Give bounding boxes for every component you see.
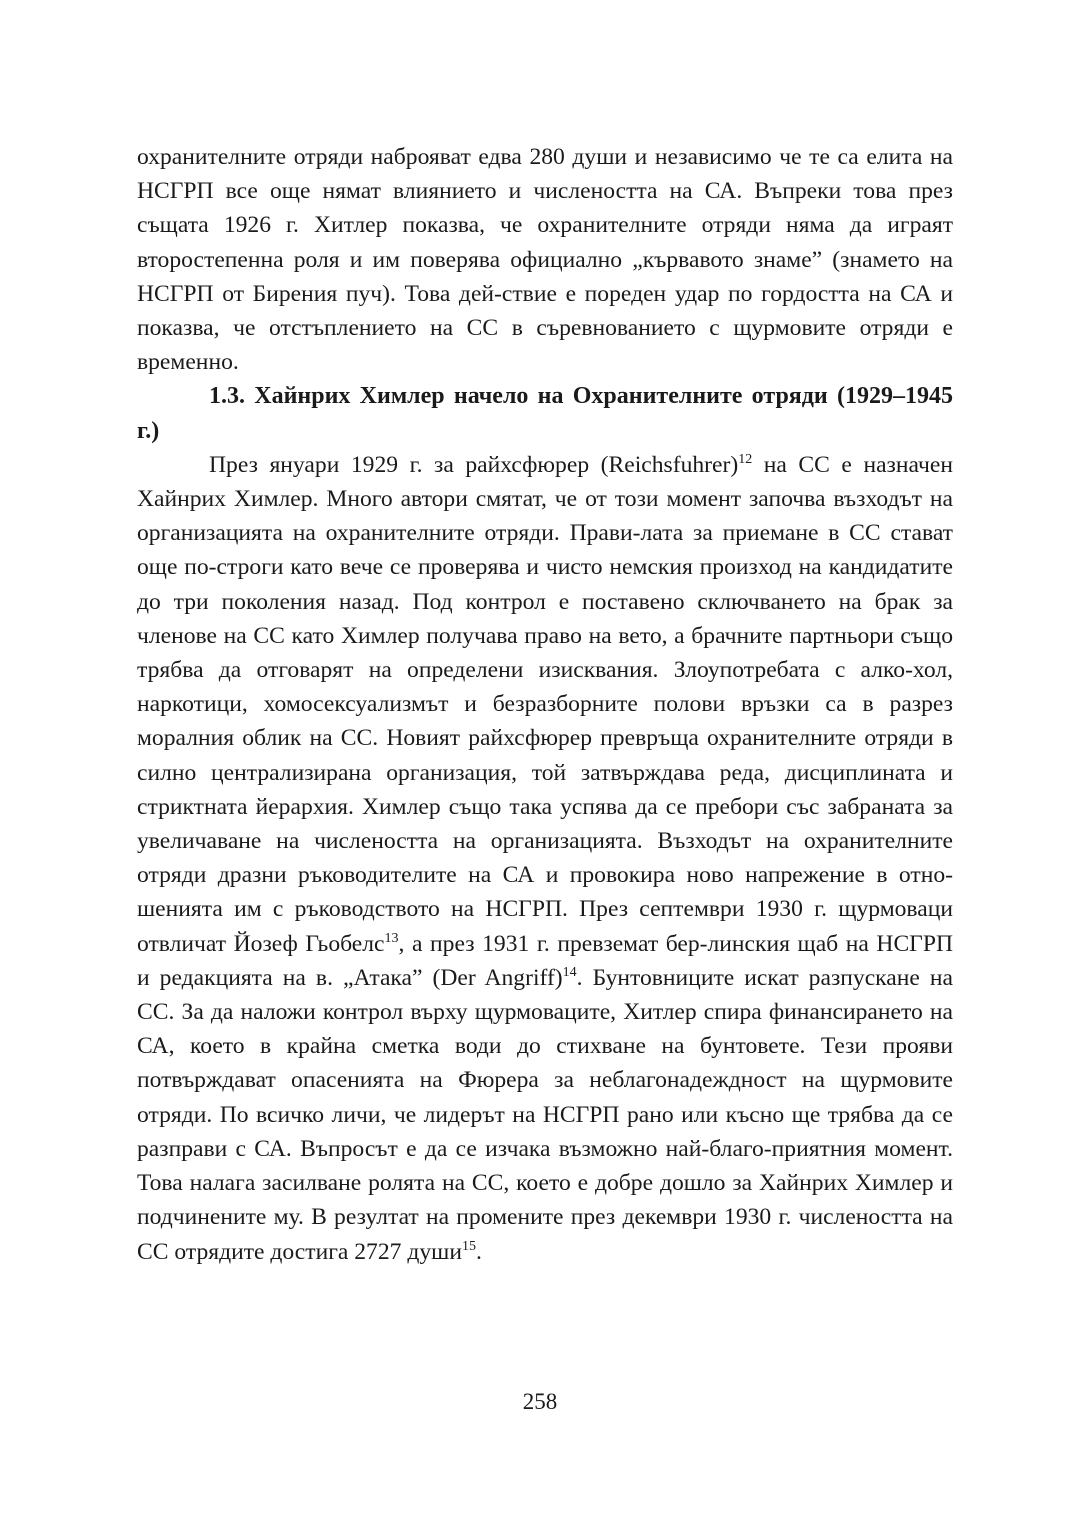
- footnote-ref-12[interactable]: 12: [738, 451, 753, 467]
- paragraph-main-text-2: на СС е назначен Хайнрих Химлер. Много автори смятат, че от този момент започва възходът на организацията на охранителните отряди. Прави-лата за приемане в СС стават още по-строги като вече се проверява и чисто немския произход на кандидатите до три поколения назад. Под контрол е поставено сключването на брак за членове на СС като Химлер получава право на вето, а брачните партньори също трябва да отговарят на определени изисквания. Злоупотребата с алко-хол, наркотици, хомосексуализмът и безразборните полови връзки са в разрез моралния облик на СС. Новият райхсфюрер превръща охранителните отряди в силно централизирана организация, той затвърждава реда, дисциплината и стриктната йерархия. Химлер също така успява да се пребори със забраната за увеличаване на числеността на организацията. Възходът на охранителните отряди дразни ръководителите на СА и провокира ново напрежение в отно-шенията им с ръководството на НСГРП. През септември 1930 г. щурмоваци отвличат Йозеф Гьобелс: [137, 451, 953, 957]
- page-number: 258: [522, 1389, 558, 1414]
- paragraph-main-text-5: .: [475, 1238, 482, 1265]
- footnote-ref-15[interactable]: 15: [461, 1238, 476, 1254]
- paragraph-main: [137, 448, 953, 1269]
- paragraph-intro: охранителните отряди наброяват едва 280 души и независимо че те са елита на НСГРП все още нямат влиянието и числеността на СА. Въпреки това през същата 1926 г. Хитлер показва, че охранителните отряди няма да играят второстепенна роля и им поверява официално „кървавото знаме” (знамето на НСГРП от Бирения пуч). Това дей-ствие е пореден удар по гордостта на СА и показва, че отстъплението на СС в съревнованието с щурмовите отряди е временно.: [137, 144, 953, 376]
- paragraph-main-text-4: . Бунтовниците искат разпускане на СС. За да наложи контрол върху щурмоваците, Хитлер спира финансирането на СА, което в крайна сметка води до стихване на бунтовете. Тези прояви потвърждават опасенията на Фюрера за неблагонадеждност на щурмовите отряди. По всичко личи, че лидерът на НСГРП рано или късно ще трябва да се разправи с СА. Въпросът е да се изчака възможно най-благо-приятния момент. Това налага засилване ролята на СС, което е добре дошло за Хайнрих Химлер и подчинените му. В резултат на промените през декември 1930 г. числеността на СС отрядите достига 2727 души: [137, 964, 953, 1265]
- paragraph-main-text-1: През януари 1929 г. за райхсфюрер (Reichsfuhrer): [209, 451, 739, 478]
- page-body: [137, 140, 953, 1269]
- section-heading: 1.3. Хайнрих Химлер начело на Охранителните отряди (1929–1945 г.): [137, 383, 953, 444]
- footnote-ref-13[interactable]: 13: [384, 930, 399, 946]
- paragraph-main-text-3: , а през 1931 г. превземат бер-линския щаб на НСГРП и редакцията на в. „Атака” (Der Angriff): [137, 930, 953, 991]
- footnote-ref-14[interactable]: 14: [562, 964, 577, 980]
